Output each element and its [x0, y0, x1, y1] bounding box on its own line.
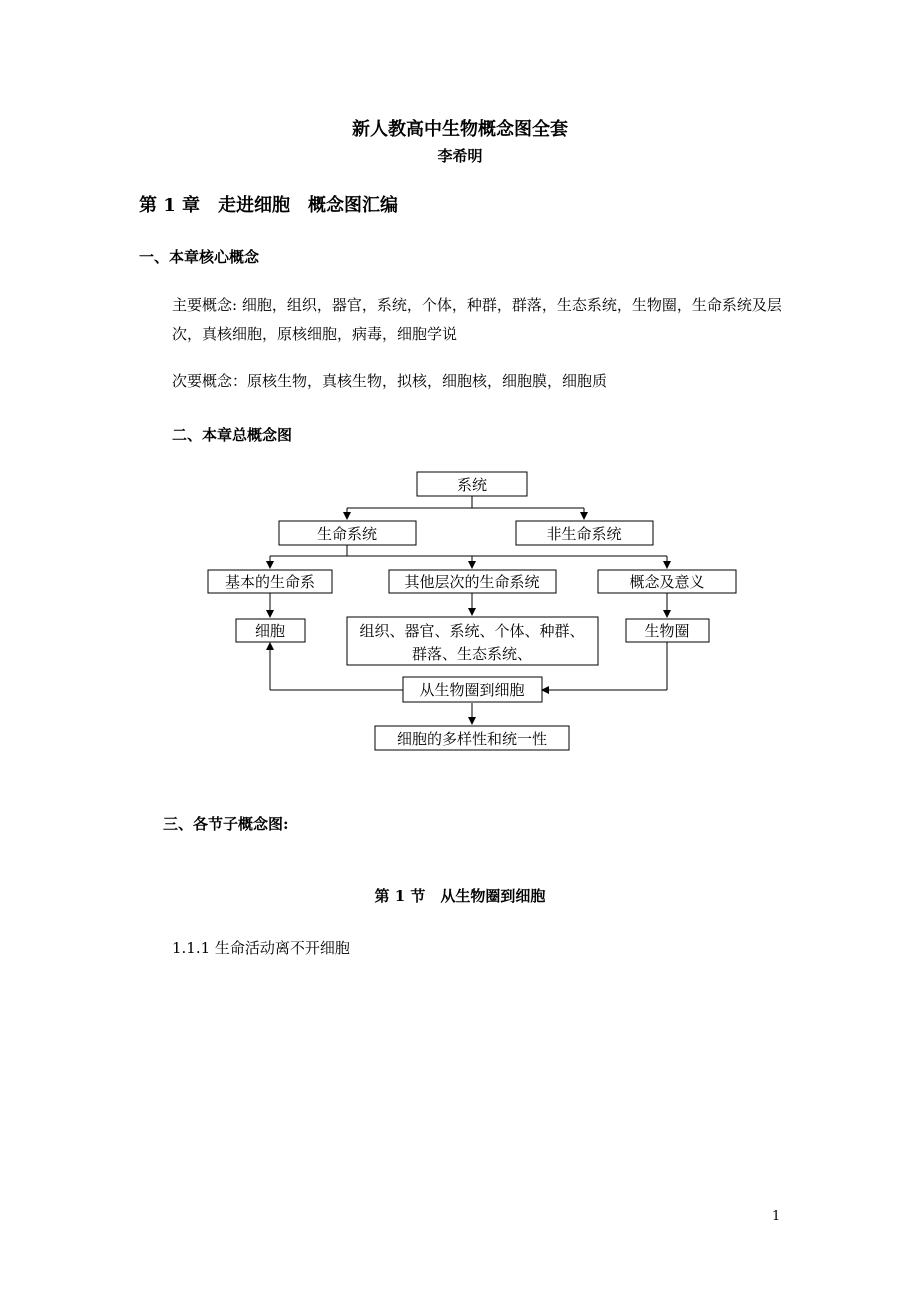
- label-levels-line-2: 群落、生态系统、: [411, 645, 533, 663]
- label-living-system: 生命系统: [316, 525, 378, 543]
- document-title: 新人教高中生物概念图全套: [352, 119, 568, 140]
- label-basic-living-system: 基本的生命系: [224, 573, 316, 591]
- chapter-heading: 第 1 章 走进细胞 概念图汇编: [139, 195, 399, 216]
- sub-concept-maps-heading: 三、各节子概念图:: [163, 815, 289, 833]
- core-concepts-heading: 一、本章核心概念: [139, 248, 260, 266]
- label-levels-line-1: 组织、器官、系统、个体、种群、: [359, 622, 585, 640]
- label-concept-meaning: 概念及意义: [629, 573, 705, 591]
- concept-map-heading: 二、本章总概念图: [172, 426, 293, 444]
- label-from-biosphere-to-cell: 从生物圈到细胞: [419, 681, 525, 699]
- label-biosphere: 生物圈: [644, 622, 690, 640]
- author-name: 李希明: [437, 147, 483, 165]
- section-heading: 第 1 节 从生物圈到细胞: [374, 887, 546, 905]
- subsection-heading: 1.1.1 生命活动离不开细胞: [172, 939, 350, 957]
- label-nonliving-system: 非生命系统: [546, 525, 622, 543]
- page-number: 1: [772, 1209, 781, 1224]
- label-diversity-unity: 细胞的多样性和统一性: [396, 730, 548, 748]
- label-cell: 细胞: [254, 622, 286, 640]
- label-other-levels: 其他层次的生命系统: [404, 573, 540, 591]
- label-system: 系统: [456, 476, 488, 494]
- secondary-concepts-paragraph: 次要概念：原核生物，真核生物，拟核，细胞核，细胞膜，细胞质: [172, 372, 608, 390]
- main-concepts-paragraph: 主要概念: 细胞，组织，器官，系统，个体，种群，群落，生态系统，生物圈，生命系统及层次，真核细胞，原核细胞，病毒，细胞学说: [172, 296, 782, 343]
